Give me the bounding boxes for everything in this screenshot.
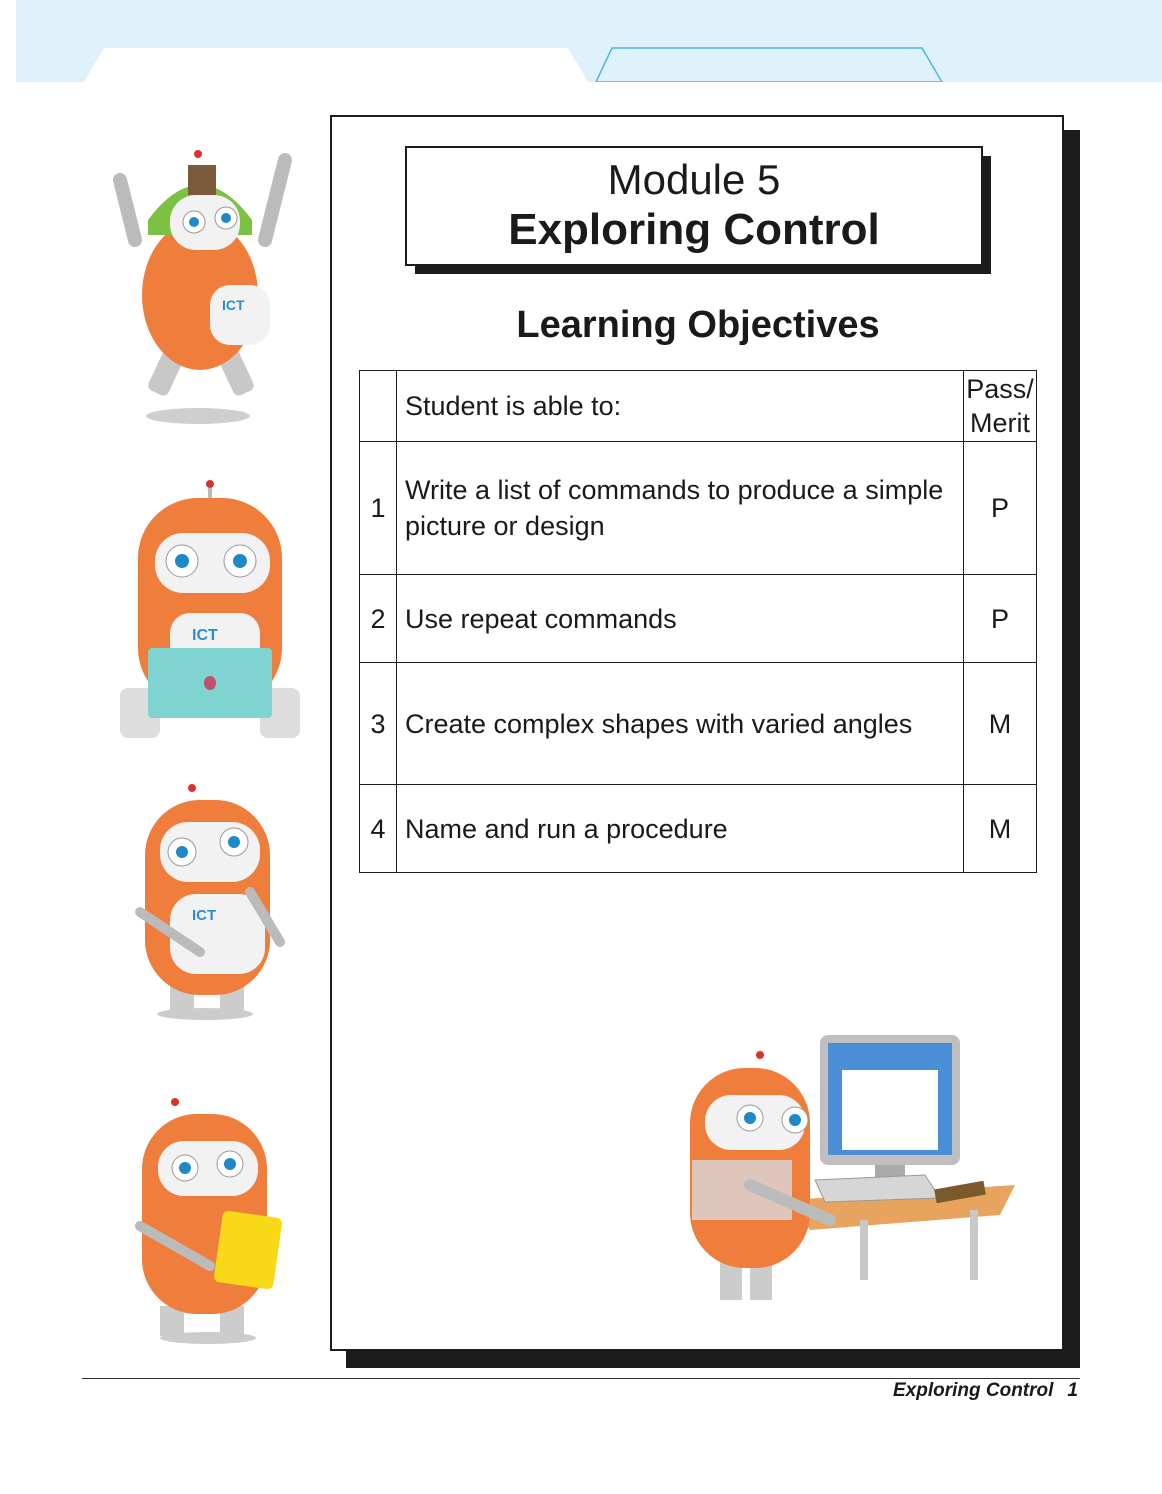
objectives-heading: Learning Objectives	[516, 304, 880, 346]
row-description: Write a list of commands to produce a simple picture or design	[397, 442, 964, 575]
table-row	[360, 575, 1037, 663]
header-description-cell: Student is able to:	[397, 371, 964, 442]
page-footer	[893, 1380, 1078, 1402]
table-header-row	[360, 371, 1037, 442]
module-title: Exploring Control	[508, 205, 880, 254]
row-description: Name and run a procedure	[397, 785, 964, 873]
robot-computer-illustration	[680, 1030, 1025, 1310]
page-number: 1	[1067, 1380, 1078, 1401]
header-grade-cell: Pass/ Merit	[964, 371, 1037, 442]
row-grade: M	[964, 663, 1037, 785]
objectives-table	[359, 370, 1037, 873]
row-number: 4	[360, 785, 397, 873]
header-tabs	[0, 0, 1162, 82]
module-number: Module 5	[607, 156, 781, 203]
robot-laptop-illustration	[110, 478, 310, 743]
row-grade: P	[964, 575, 1037, 663]
svg-text:ICT: ICT	[192, 907, 217, 924]
row-number: 1	[360, 442, 397, 575]
robot-writing-illustration	[130, 782, 295, 1022]
robot-jumping-illustration	[100, 140, 310, 430]
module-title-box	[405, 146, 983, 266]
robot-folder-illustration	[130, 1096, 295, 1346]
row-description: Create complex shapes with varied angles	[397, 663, 964, 785]
table-row	[360, 663, 1037, 785]
row-grade: M	[964, 785, 1037, 873]
footer-title: Exploring Control	[892, 1380, 1054, 1401]
footer-rule	[82, 1378, 1080, 1379]
svg-text:ICT: ICT	[222, 297, 245, 313]
svg-text:ICT: ICT	[192, 627, 218, 644]
table-row	[360, 442, 1037, 575]
header-number-cell	[360, 371, 397, 442]
row-number: 2	[360, 575, 397, 663]
row-description: Use repeat commands	[397, 575, 964, 663]
row-number: 3	[360, 663, 397, 785]
table-row	[360, 785, 1037, 873]
row-grade: P	[964, 442, 1037, 575]
